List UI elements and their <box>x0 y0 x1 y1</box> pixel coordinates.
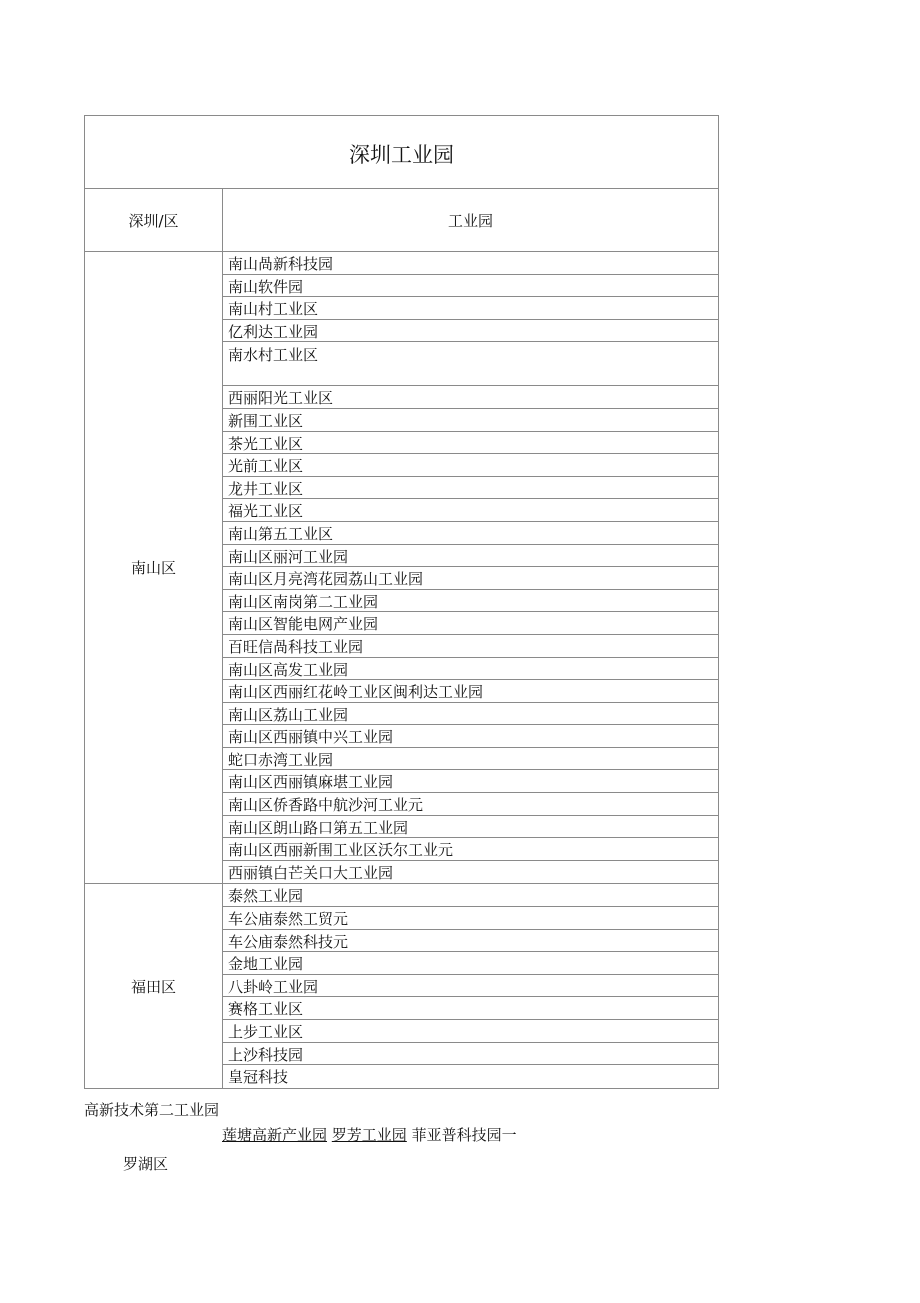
park-cell: 南山区荔山工业园 <box>223 703 718 726</box>
park-cell: 南水村工业区 <box>223 342 718 386</box>
park-cell: 南山区南岗第二工业园 <box>223 590 718 613</box>
district-cell: 南山区 <box>85 252 223 883</box>
park-list <box>223 884 718 1087</box>
footer-park-b: 罗芳工业园 <box>331 1126 407 1144</box>
park-cell: 南山区高发工业园 <box>223 658 718 681</box>
district-group <box>85 252 718 884</box>
table-title: 深圳工业园 <box>85 116 718 189</box>
park-cell: 亿利达工业园 <box>223 320 718 343</box>
park-cell: 南山区西丽新围工业区沃尔工业元 <box>223 838 718 861</box>
park-cell: 南山咼新科技园 <box>223 252 718 275</box>
park-cell: 福光工业区 <box>223 499 718 522</box>
park-cell: 南山第五工业区 <box>223 522 718 545</box>
park-cell: 南山区智能电网产业园 <box>223 612 718 635</box>
park-cell: 南山区西丽镇麻堪工业园 <box>223 770 718 793</box>
park-cell: 南山区朗山路口第五工业园 <box>223 816 718 839</box>
park-cell: 车公庙泰然科技元 <box>223 930 718 953</box>
park-cell: 上沙科技园 <box>223 1043 718 1066</box>
header-district: 深圳/区 <box>85 189 223 251</box>
park-cell: 八卦岭工业园 <box>223 975 718 998</box>
park-cell: 南山区西丽镇中兴工业园 <box>223 725 718 748</box>
park-cell: 西丽阳光工业区 <box>223 386 718 409</box>
header-row <box>85 189 718 252</box>
district-cell: 福田区 <box>85 884 223 1087</box>
footer-line-1: 高新技术第二工业园 <box>84 1101 220 1119</box>
park-cell: 新围工业区 <box>223 409 718 432</box>
park-cell: 上步工业区 <box>223 1020 718 1043</box>
park-cell: 金地工业园 <box>223 952 718 975</box>
park-cell: 西丽镇白芒关口大工业园 <box>228 863 394 882</box>
header-park: 工业园 <box>447 211 493 230</box>
park-cell: 南山村工业区 <box>223 297 718 320</box>
park-list <box>223 252 718 883</box>
park-cell: 南山软件园 <box>223 275 718 298</box>
footer-park-a: 莲塘高新产业园 <box>222 1126 328 1144</box>
park-cell: 皇冠科技 <box>228 1068 289 1087</box>
park-cell: 赛格工业区 <box>223 997 718 1020</box>
park-cell: 茶光工业区 <box>223 432 718 455</box>
park-cell: 龙井工业区 <box>223 477 718 500</box>
industrial-park-table <box>84 115 719 1089</box>
park-cell: 光前工业区 <box>223 454 718 477</box>
park-cell: 南山区月亮湾花园荔山工业园 <box>223 567 718 590</box>
park-cell: 南山区西丽红花岭工业区闽利达工业园 <box>223 680 718 703</box>
district-group <box>85 884 718 1087</box>
footer-district: 罗湖区 <box>123 1155 169 1173</box>
park-cell: 南山区侨香路中航沙河工业元 <box>223 793 718 816</box>
park-cell: 蛇口赤湾工业园 <box>223 748 718 771</box>
park-cell: 百旺信咼科技工业园 <box>223 635 718 658</box>
park-cell: 车公庙泰然工贸元 <box>223 907 718 930</box>
table-body <box>85 252 718 1088</box>
park-cell: 泰然工业园 <box>223 884 718 907</box>
park-cell: 南山区丽河工业园 <box>223 545 718 568</box>
footer-line-2 <box>222 1124 517 1145</box>
footer-park-c: 菲亚普科技园一 <box>411 1126 517 1144</box>
